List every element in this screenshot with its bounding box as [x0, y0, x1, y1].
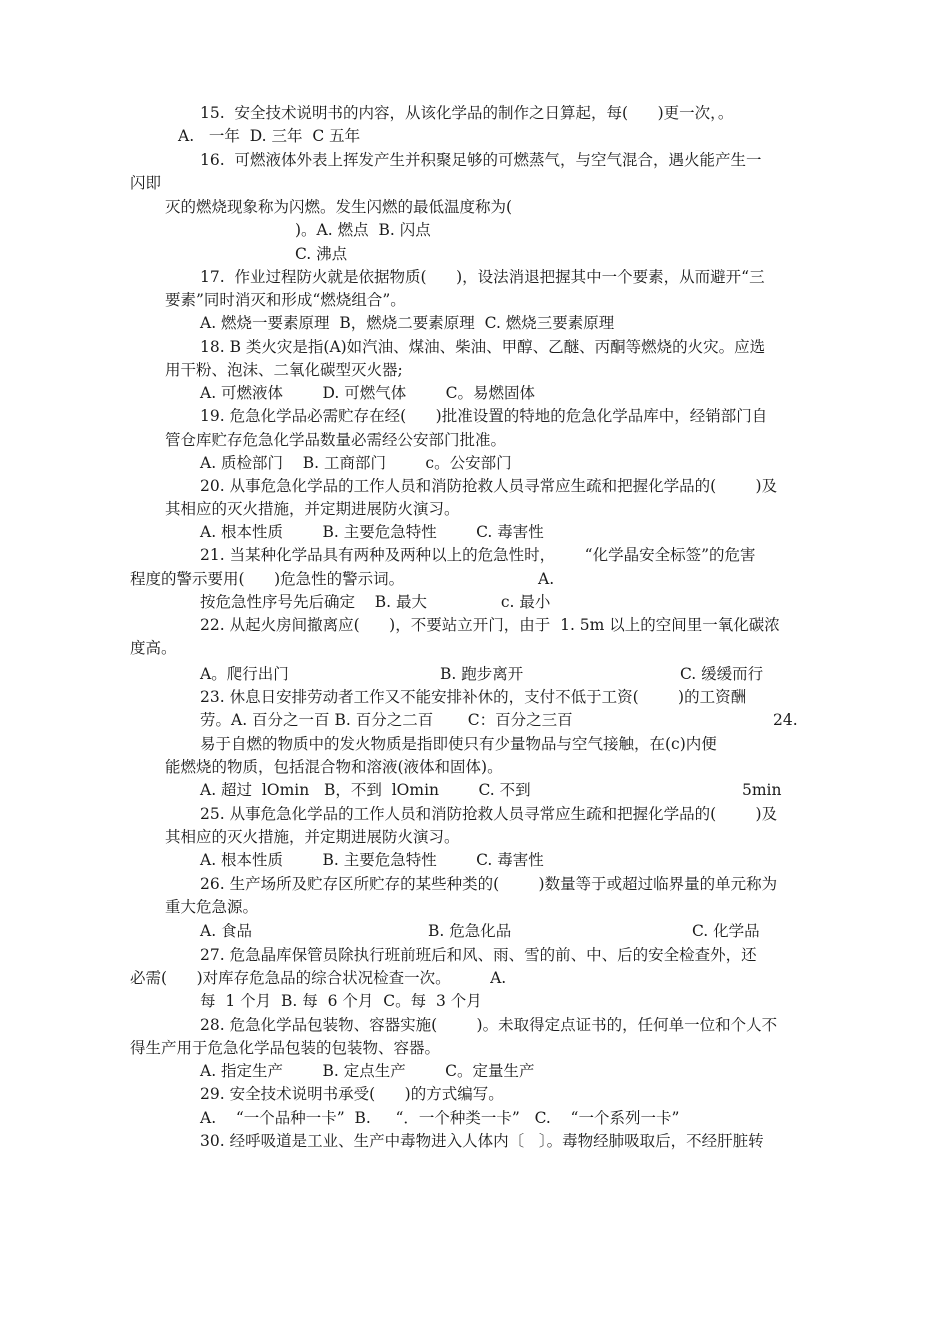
q21-options: 按危急性序号先后确定 B. 最大 c. 最小 [200, 593, 551, 611]
q26-option-b: B. 危急化品 [428, 922, 512, 940]
q28-options: A. 指定生产 B. 定点生产 C。定量生产 [200, 1062, 535, 1080]
q17-options: A. 燃烧一要素原理 B，燃烧二要素原理 C. 燃烧三要素原理 [200, 314, 615, 332]
q18-options: A. 可燃液体 D. 可燃气体 C。易燃固体 [200, 384, 535, 402]
q15-stem: 15. 安全技术说明书的内容，从该化学品的制作之日算起，每( )更一次，。 [200, 104, 734, 122]
q21-stem: 21. 当某种化学品具有两种及两种以上的危急性时， “化学晶安全标签”的危害 [200, 546, 756, 564]
q22-option-c: C. 缓缓而行 [680, 665, 764, 683]
q16-options-cont: C. 沸点 [295, 245, 348, 263]
q25-stem: 25. 从事危急化学品的工作人员和消防抢救人员寻常应生疏和把握化学品的( )及 [200, 805, 778, 823]
q16-stem: 16. 可燃液体外表上挥发产生并积聚足够的可燃蒸气，与空气混合，遇火能产生一 [200, 151, 762, 169]
q22-stem-cont: 度高。 [130, 639, 177, 657]
q25-options: A. 根本性质 B. 主要危急特性 C. 毒害性 [200, 851, 544, 869]
q24-stem-cont: 能燃烧的物质，包括混合物和溶液(液体和固体)。 [165, 758, 503, 776]
q28-stem: 28. 危急化学品包装物、容器实施( )。未取得定点证书的，任何单一位和个人不 [200, 1016, 778, 1034]
q21-option-a-label: A. [538, 570, 555, 588]
q19-stem-cont: 管仓库贮存危急化学品数量必需经公安部门批准。 [165, 431, 507, 449]
q27-options: 每 1 个月 B. 每 6 个月 C。每 3 个月 [200, 992, 482, 1010]
q29-options: A. “一个品种一卡” B. “．一个种类一卡” C. “一个系列一卡” [200, 1109, 680, 1127]
q18-stem: 18. B 类火灾是指(A)如汽油、煤油、柴油、甲醇、乙醚、丙酮等燃烧的火灾。应选 [200, 338, 766, 356]
q16-stem-cont: 闪即 [130, 174, 162, 192]
q16-stem-cont: 灭的燃烧现象称为闪燃。发生闪燃的最低温度称为( [165, 198, 513, 216]
q17-stem-cont: 要素”同时消灭和形成“燃烧组合”。 [165, 291, 406, 309]
q22-option-a: A。爬行出门 [200, 665, 289, 683]
q20-stem: 20. 从事危急化学品的工作人员和消防抢救人员寻常应生疏和把握化学品的( )及 [200, 477, 778, 495]
q24-option-c-value: 5min [742, 781, 782, 799]
q17-stem: 17. 作业过程防火就是依据物质( )，设法消退把握其中一个要素，从而避开“三 [200, 268, 765, 286]
q26-stem-cont: 重大危急源。 [165, 898, 259, 916]
q20-stem-cont: 其相应的灭火措施，并定期进展防火演习。 [165, 500, 460, 518]
q26-option-c: C. 化学品 [692, 922, 760, 940]
q24-number: 24. [773, 711, 798, 729]
q24-stem: 易于自燃的物质中的发火物质是指即使只有少量物品与空气接触，在(c)内便 [200, 735, 717, 753]
q28-stem-cont: 得生产用于危急化学品包装的包装物、容器。 [130, 1039, 441, 1057]
q25-stem-cont: 其相应的灭火措施，并定期进展防火演习。 [165, 828, 460, 846]
q22-stem: 22. 从起火房间撤离应( )，不要站立开门，由于 1. 5m 以上的空间里一氧化碳浓 [200, 616, 780, 634]
q27-stem-cont: 必需( )对库存危急品的综合状况检查一次。 A. [130, 969, 507, 987]
q20-options: A. 根本性质 B. 主要危急特性 C. 毒害性 [200, 523, 544, 541]
q26-option-a: A. 食品 [200, 922, 253, 940]
q21-stem-cont: 程度的警示要用( )危急性的警示词。 [130, 570, 405, 588]
q26-stem: 26. 生产场所及贮存区所贮存的某些种类的( )数量等于或超过临界量的单元称为 [200, 875, 778, 893]
q24-options: A. 超过 lOmin B，不到 lOmin C. 不到 [200, 781, 531, 799]
q27-stem: 27. 危急晶库保管员除执行班前班后和风、雨、雪的前、中、后的安全检查外，还 [200, 946, 757, 964]
q30-stem: 30. 经呼吸道是工业、生产中毒物进入人体内〔 〕。毒物经肺吸取后，不经肝脏转 [200, 1132, 764, 1150]
q19-options: A. 质检部门 B. 工商部门 c。公安部门 [200, 454, 512, 472]
q23-stem: 23. 休息日安排劳动者工作又不能安排补休的，支付不低于工资( )的工资酬 [200, 688, 747, 706]
q19-stem: 19. 危急化学品必需贮存在经( )批准设置的特地的危急化学品库中，经销部门自 [200, 407, 768, 425]
q29-stem: 29. 安全技术说明书承受( )的方式编写。 [200, 1085, 504, 1103]
q22-option-b: B. 跑步离开 [440, 665, 524, 683]
q23-options: 劳。A. 百分之一百 B. 百分之二百 C：百分之三百 [200, 711, 573, 729]
q15-options: A. 一年 D. 三年 C 五年 [178, 127, 361, 145]
q16-options: )。A. 燃点 B. 闪点 [295, 221, 431, 239]
q18-stem-cont: 用干粉、泡沫、二氧化碳型灭火器; [165, 361, 403, 379]
